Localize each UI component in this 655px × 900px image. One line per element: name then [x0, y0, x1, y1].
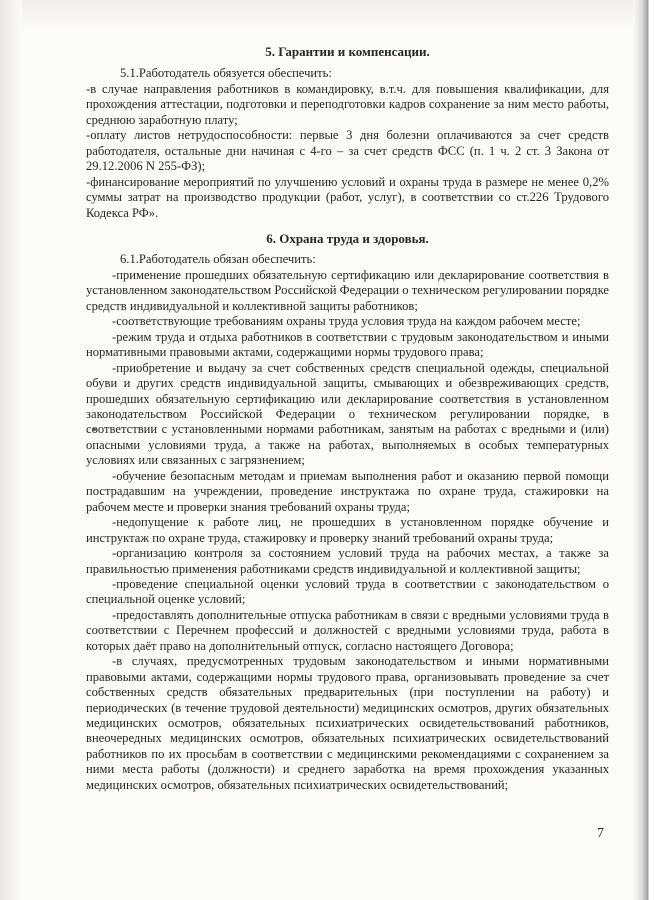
paragraph: 5.1.Работодатель обязуется обеспечить: — [120, 66, 332, 81]
paragraph: -финансирование мероприятий по улучшению условий и охраны труда в размере не менее 0,2% суммы затрат на производство продукции (работ, услуг), в соответствии со ст.226 Трудового Кодекса РФ». — [86, 174, 609, 220]
paragraph: -недопущение к работе лиц, не прошедших в установленном порядке обучение и инструктаж по охране труда, стажировку и проверку знаний требований охраны труда; — [86, 515, 609, 545]
document-page — [86, 44, 609, 793]
paragraph: -в случаях, предусмотренных трудовым законодательством и иными нормативными правовыми актами, содержащими нормы трудового права, организовывать проведение за счет собственных средств обязательных предварительных (при поступлении на работу) и периодических (в течение трудовой деятельности) медицинских осмотров, других обязательных медицинских осмотров, обязательных психиатрических освидетельствований работников, внеочередных медицинских осмотров, обязательных психиатрических освидетельствований работников по их просьбам в соответствии с медицинскими рекомендациями с сохранением за ними места работы (должности) и среднего заработка на время прохождения указанных медицинских осмотров, обязательных психиатрических освидетельствований; — [86, 654, 609, 792]
page-edge-right — [633, 0, 655, 900]
paragraph: -оплату листов нетрудоспособности: первые 3 дня болезни оплачиваются за счет средств работодателя, остальные дни начиная с 4-го – за счет средств ФСС (п. 1 ч. 2 ст. 3 Закона от 29.12.2006 N 255-ФЗ); — [86, 128, 609, 174]
paragraph: -режим труда и отдыха работников в соответствии с трудовым законодательством и иными нормативными правовыми актами, содержащими нормы трудового права; — [86, 329, 609, 360]
scan-shadow-top — [0, 0, 655, 30]
paragraph: -предоставлять дополнительные отпуска работникам в связи с вредными условиями труда в соответствии с Перечнем профессий и должностей с вредными условиями труда, работа в которых даёт право на дополнительный отпуск, согласно настоящего Договора; — [86, 607, 609, 653]
paragraph: -проведение специальной оценки условий труда в соответствии с законодательством о специальной оценке условий; — [86, 576, 609, 607]
paragraph: 6.1.Работодатель обязан обеспечить: — [120, 252, 316, 267]
paragraph: -соответствующие требованиям охраны труда условия труда на каждом рабочем месте; — [112, 314, 581, 329]
section-heading-labor-protection: 6. Охрана труда и здоровья. — [266, 230, 429, 246]
paragraph: -применение прошедших обязательную сертификацию или декларирование соответствия в установленном законодательством Российской Федерации о техническом регулировании порядке средств индивидуальной и коллективной защиты работников; — [86, 267, 609, 313]
paragraph: -приобретение и выдачу за счет собственных средств специальной одежды, специальной обуви и других средств индивидуальной защиты, смывающих и обезвреживающих средств, прошедших обязательную сертификацию или декларирование соответствия в установленном законодательством Российской Федерации о техническом регулировании порядке, в соответствии с установленными нормами работникам, занятым на работах с вредными и (или) опасными условиями труда, а также на работах, выполняемых в особых температурных условиях или связанных с загрязнением; — [86, 360, 609, 468]
section-heading-guarantees: 5. Гарантии и компенсации. — [265, 44, 430, 59]
paragraph: -в случае направления работников в командировку, в.т.ч. для повышения квалификации, для прохождения аттестации, подготовки и переподготовки кадров сохранение за ним место работы, среднюю заработную плату; — [86, 81, 609, 127]
paragraph: -организацию контроля за состоянием условий труда на рабочих местах, а также за правильностью применения работниками средств индивидуальной и коллективной защиты; — [86, 546, 609, 576]
page-number: 7 — [597, 826, 604, 841]
paragraph: -обучение безопасным методам и приемам выполнения работ и оказанию первой помощи пострадавшим на учреждении, проведение инструктажа по охране труда, стажировки на рабочем месте и проверки знания требований охраны труда; — [86, 468, 609, 514]
scan-shadow-left — [0, 0, 22, 900]
